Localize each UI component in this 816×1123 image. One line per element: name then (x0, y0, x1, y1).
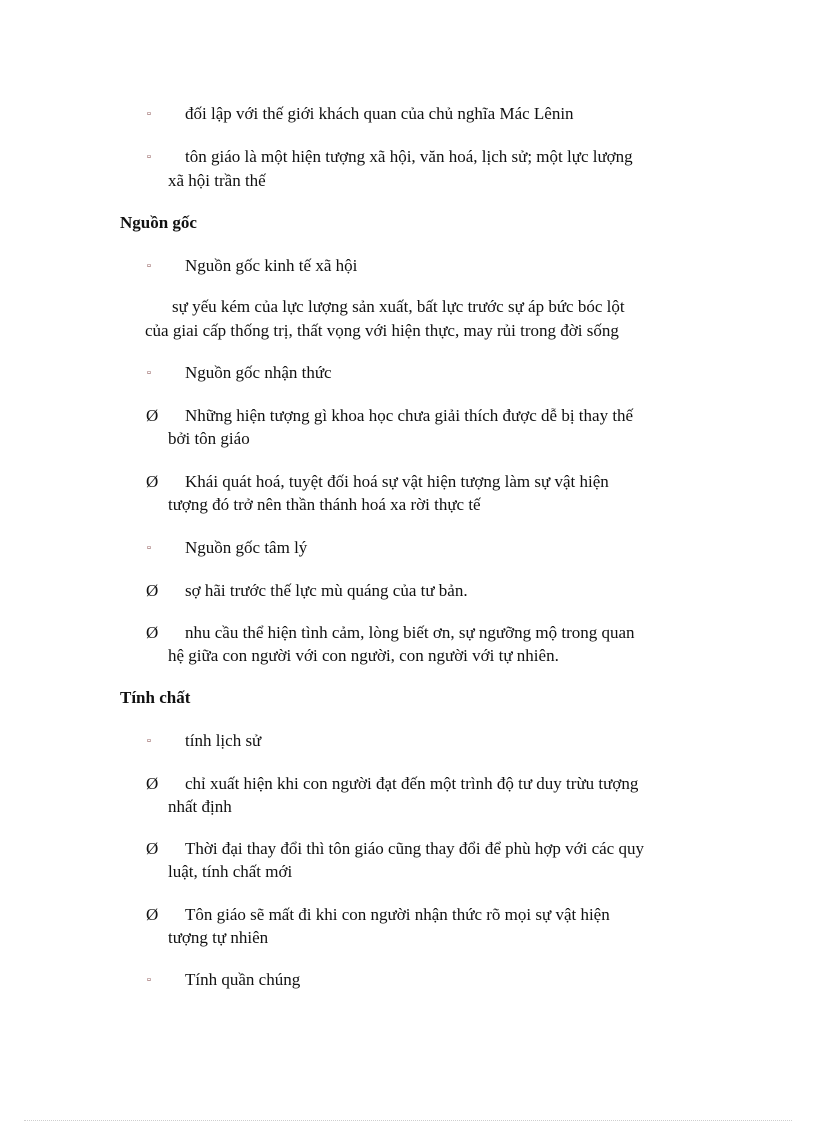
item-text: Khái quát hoá, tuyệt đối hoá sự vật hiện tượng làm sự vật hiện (185, 472, 609, 491)
item-text: đối lập với thế giới khách quan của chủ nghĩa Mác Lênin (185, 104, 574, 123)
item-text: tôn giáo là một hiện tượng xã hội, văn hoá, lịch sử; một lực lượng (185, 147, 633, 166)
square-bullet-icon: ▫ (147, 974, 151, 986)
square-bullet-icon: ▫ (147, 151, 151, 163)
arrow-bullet-icon: Ø (146, 839, 159, 858)
item-text: Nguồn gốc nhận thức (185, 363, 332, 382)
item-text: Nguồn gốc tâm lý (185, 538, 308, 557)
arrow-bullet-icon: Ø (146, 472, 159, 491)
square-bullet-icon: ▫ (147, 367, 151, 379)
square-bullet-icon: ▫ (147, 542, 151, 554)
square-bullet-icon: ▫ (147, 735, 151, 747)
item-text: chỉ xuất hiện khi con người đạt đến một trình độ tư duy trừu tượng (185, 774, 639, 793)
item-text-continued: tượng tự nhiên (168, 928, 269, 947)
item-text: nhu cầu thể hiện tình cảm, lòng biết ơn, sự ngưỡng mộ trong quan (185, 623, 635, 642)
section-heading-characteristics: Tính chất (120, 688, 191, 707)
paragraph-line: sự yếu kém của lực lượng sản xuất, bất lực trước sự áp bức bóc lột (172, 297, 625, 316)
item-text: Thời đại thay đổi thì tôn giáo cũng thay đổi để phù hợp với các quy (185, 839, 644, 858)
item-text: Những hiện tượng gì khoa học chưa giải thích được dễ bị thay thế (185, 406, 634, 425)
arrow-bullet-icon: Ø (146, 905, 159, 924)
section-heading-origin: Nguồn gốc (120, 213, 197, 232)
item-text-continued: tượng đó trở nên thần thánh hoá xa rời thực tế (168, 495, 481, 514)
item-text-continued: bởi tôn giáo (168, 429, 250, 448)
item-text-continued: hệ giữa con người với con người, con người với tự nhiên. (168, 646, 559, 665)
paragraph-line: của giai cấp thống trị, thất vọng với hiện thực, may rủi trong đời sống (145, 321, 619, 340)
item-text-continued: luật, tính chất mới (168, 862, 293, 881)
arrow-bullet-icon: Ø (146, 774, 159, 793)
item-text: sợ hãi trước thế lực mù quáng của tư bản. (185, 581, 468, 600)
item-text-continued: xã hội trần thế (168, 171, 266, 190)
square-bullet-icon: ▫ (147, 108, 151, 120)
item-text: Tính quần chúng (185, 970, 301, 989)
item-text: Tôn giáo sẽ mất đi khi con người nhận thức rõ mọi sự vật hiện (185, 905, 610, 924)
page-bottom-divider (24, 1120, 792, 1121)
item-text: tính lịch sử (185, 731, 262, 750)
square-bullet-icon: ▫ (147, 260, 151, 272)
item-text: Nguồn gốc kinh tế xã hội (185, 256, 358, 275)
arrow-bullet-icon: Ø (146, 623, 159, 642)
arrow-bullet-icon: Ø (146, 581, 159, 600)
item-text-continued: nhất định (168, 797, 232, 816)
arrow-bullet-icon: Ø (146, 406, 159, 425)
